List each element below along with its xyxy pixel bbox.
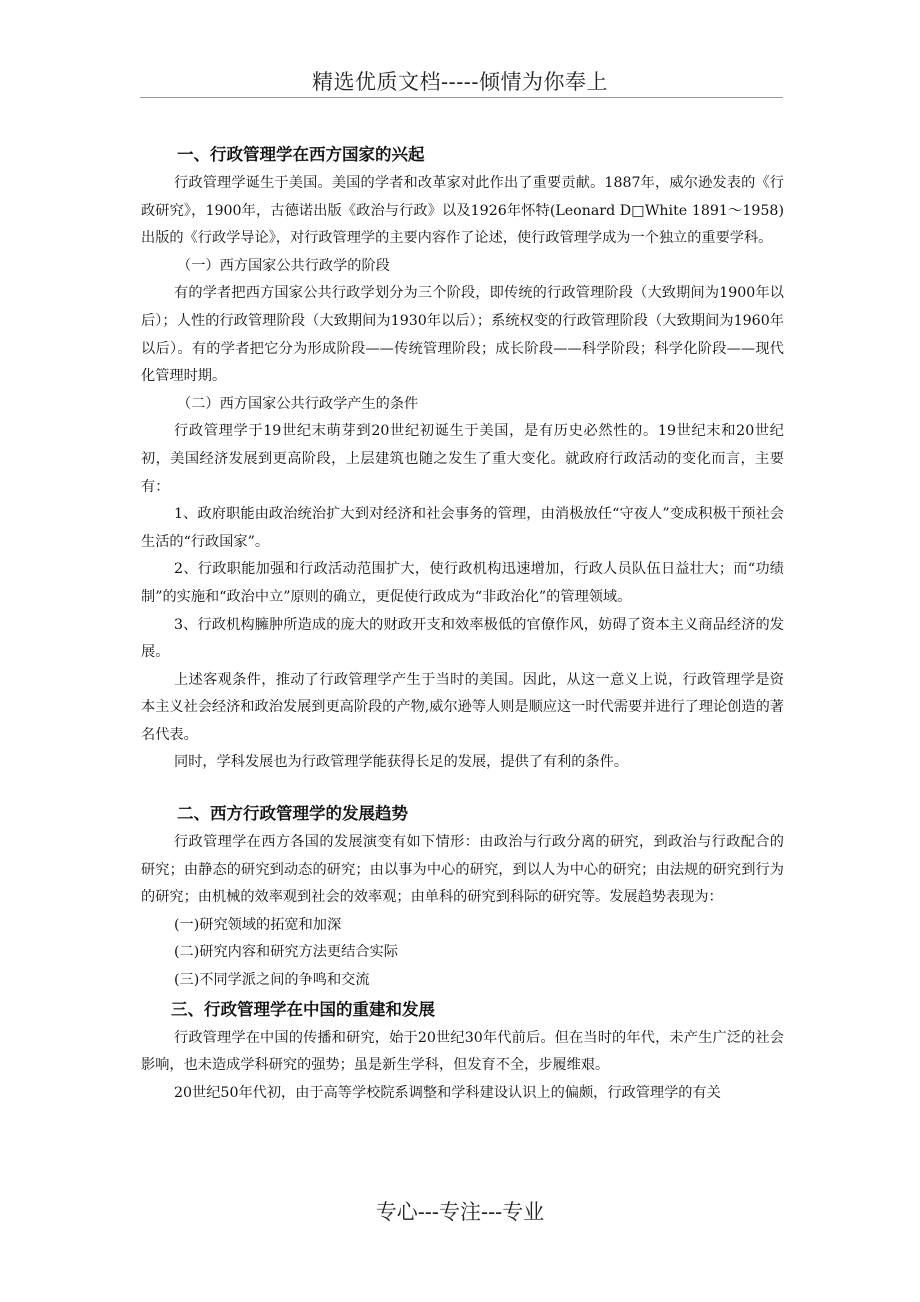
section-3-paragraph-1: 行政管理学在中国的传播和研究，始于20世纪30年代前后。但在当时的年代，未产生广泛的社会影响，也未造成学科研究的强势；虽是新生学科，但发育不全，步履维艰。 [141,1029,784,1074]
trend-item-1: (一)研究领域的拓宽和加深 [174,916,342,933]
subsection-2-text: 行政管理学于19世纪末萌芽到20世纪初诞生于美国，是有历史必然性的。19世纪末和20世纪初，美国经济发展到更高阶段，上层建筑也随之发生了重大变化。就政府行政活动的变化而言，主要有： [141,423,784,495]
header-divider [140,97,783,98]
section-1-closing: 同时，学科发展也为行政管理学能获得长足的发展，提供了有利的条件。 [174,754,629,771]
page-footer: 专心---专注---专业 [375,1200,545,1224]
trend-item-3: (三)不同学派之间的争鸣和交流 [174,972,370,989]
section-2-heading: 二、西方行政管理学的发展趋势 [177,804,408,824]
trend-item-2: (二)研究内容和研究方法更结合实际 [174,944,398,961]
page-header: 精选优质文档-----倾情为你奉上 [312,70,608,94]
section-1-conclusion: 上述客观条件，推动了行政管理学产生于当时的美国。因此，从这一意义上说，行政管理学是资本主义社会经济和政治发展到更高阶段的产物,威尔逊等人则是顺应这一时代需要并进行了理论创造的著名代表。 [141,671,784,743]
document-body [141,140,784,1107]
condition-item-3: 3、行政机构臃肿所造成的庞大的财政开支和效率极低的官僚作风，妨碍了资本主义商品经济的发展。 [141,616,784,661]
condition-item-2: 2、行政职能加强和行政活动范围扩大，使行政机构迅速增加，行政人员队伍日益壮大；而“功绩制”的实施和“政治中立”原则的确立，更促使行政成为“非政治化”的管理领域。 [141,561,784,605]
section-1-heading: 一、行政管理学在西方国家的兴起 [177,145,425,164]
subsection-1-heading: （一）西方国家公共行政学的阶段 [177,257,390,274]
section-3-paragraph-2: 20世纪50年代初，由于高等学校院系调整和学科建设认识上的偏颇，行政管理学的有关 [174,1084,721,1101]
section-1-intro: 行政管理学诞生于美国。美国的学者和改革家对此作出了重要贡献。1887年，威尔逊发表的《行政研究》，1900年，古德诺出版《政治与行政》以及1926年怀特(Leonard D□White 1891～1958)出版的《行政学导论》，对行政管理学的主要内容作了论述，使行政管理学成为一个独立的重要学科。 [141,175,784,247]
condition-item-1: 1、政府职能由政治统治扩大到对经济和社会事务的管理，由消极放任“守夜人”变成积极干预社会生活的“行政国家”。 [141,506,784,550]
subsection-1-text: 有的学者把西方国家公共行政学划分为三个阶段，即传统的行政管理阶段（大致期间为1900年以后）；人性的行政管理阶段（大致期间为1930年以后）；系统权变的行政管理阶段（大致期间为1960年以后）。有的学者把它分为形成阶段——传统管理阶段；成长阶段——科学阶段；科学化阶段——现代化管理时期。 [141,285,784,385]
section-2-text: 行政管理学在西方各国的发展演变有如下情形：由政治与行政分离的研究，到政治与行政配合的研究；由静态的研究到动态的研究；由以事为中心的研究，到以人为中心的研究；由法规的研究到行为的研究；由机械的效率观到社会的效率观；由单科的研究到科际的研究等。发展趋势表现为： [141,834,784,906]
section-3-heading: 三、行政管理学在中国的重建和发展 [171,999,435,1019]
subsection-2-heading: （二）西方国家公共行政学产生的条件 [177,395,419,412]
